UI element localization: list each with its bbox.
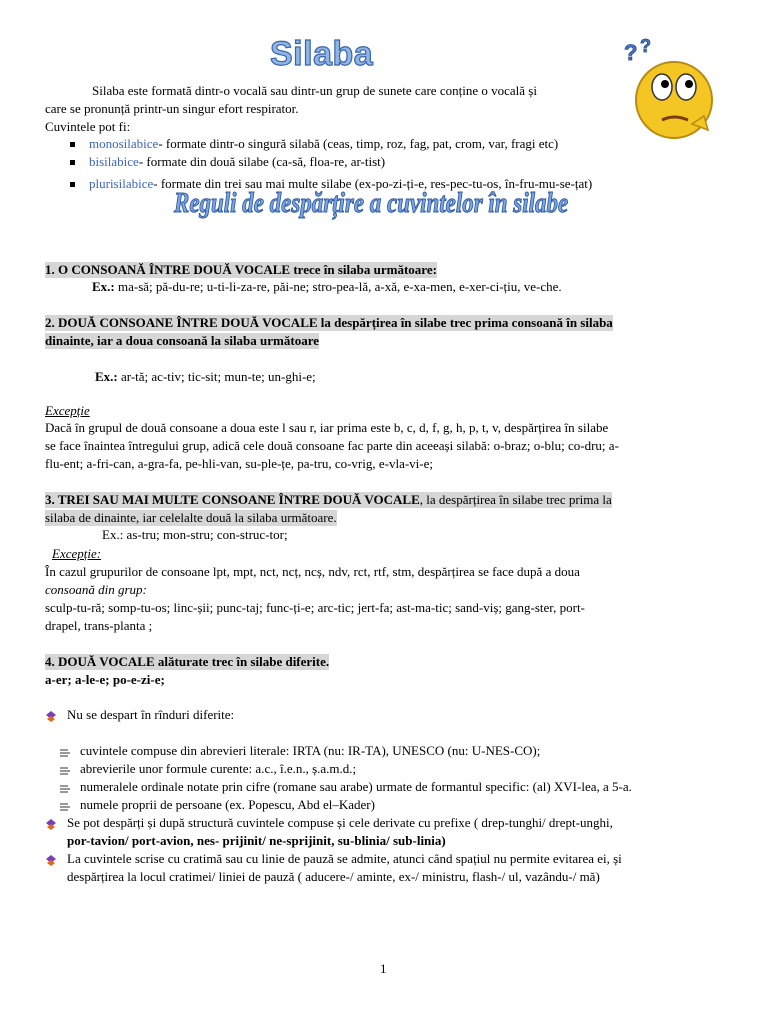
rule3-example: Ex.: as-tru; mon-stru; con-struc-tor; bbox=[102, 527, 288, 542]
list-bullet bbox=[70, 142, 75, 147]
type-desc: - formate din trei sau mai multe silabe (ex-po-zi-ți-e, res-pec-tu-os, în-fru-mu-se-țat) bbox=[153, 176, 593, 191]
sub-bullet-icon bbox=[60, 803, 70, 811]
rule2-exception-line-2: se face înaintea întregului grup, adică cele două consoane fac parte din aceeași silabă: o-braz; o-blu; co-dru; a- bbox=[45, 438, 619, 453]
rule2-heading-2: dinainte, iar a doua consoană la silaba următoare bbox=[45, 333, 319, 348]
rule4-example: a-er; a-le-e; po-e-zi-e; bbox=[45, 672, 165, 687]
note-3-line-2: despărțirea la locul cratimei/ liniei de pauză ( aducere-/ aminte, ex-/ ministru, flash-/ ul, vazându-/ mă) bbox=[67, 869, 600, 884]
list-item bbox=[89, 154, 385, 170]
rule2-example-text: ar-tă; ac-tiv; tic-sit; mun-te; un-ghi-e; bbox=[117, 369, 316, 384]
rule3-exception-label: Excepție: bbox=[52, 546, 102, 561]
sub-note-1: cuvintele compuse din abrevieri literale: IRTA (nu: IR-TA), UNESCO (nu: U-NES-CO); bbox=[80, 743, 541, 758]
rule3-exception-line-1: În cazul grupurilor de consoane lpt, mpt, nct, ncț, ncș, ndv, rct, rtf, stm, despărțirea se face după a doua bbox=[45, 564, 580, 579]
question-smiley-icon bbox=[612, 32, 722, 142]
rule2-exception-line-3: flu-ent; a-fri-can, a-gra-fa, pe-hli-van, su-ple-țe, pa-tru, co-vrig, e-vla-vi-e; bbox=[45, 456, 433, 471]
rule3-exception-line-3: sculp-tu-ră; somp-tu-os; linc-șii; punc-taj; func-ți-e; arc-tic; jert-fa; ast-ma-tic; sand-viș; gang-ster, port- bbox=[45, 600, 585, 615]
note-3-line-1: La cuvintele scrise cu cratimă sau cu linie de pauză se admite, atunci când spațiul nu permite evitarea ei, și bbox=[67, 851, 622, 866]
type-term: monosilabice bbox=[89, 136, 159, 151]
type-desc: - formate dintr-o singură silabă (ceas, timp, roz, fag, pat, crom, var, fragi etc) bbox=[158, 136, 559, 151]
svg-text:?: ? bbox=[624, 40, 638, 65]
intro-line-3: Cuvintele pot fi: bbox=[45, 119, 131, 134]
bullet-arrow-icon bbox=[45, 818, 57, 830]
bullet-arrow-icon bbox=[45, 854, 57, 866]
sub-bullet-icon bbox=[60, 767, 70, 775]
rule2-example bbox=[95, 369, 316, 385]
page-title: Silaba bbox=[270, 35, 374, 73]
rule1-example-text: ma-să; pă-du-re; u-ti-li-za-re, păi-ne; stro-pea-lă, a-xă, e-xa-men, e-xer-ci-țiu, ve-che. bbox=[114, 279, 562, 294]
intro-line-2: care se pronunță printr-un singur efort respirator. bbox=[45, 101, 299, 116]
rule3-heading-bold: 3. TREI SAU MAI MULTE CONSOANE ÎNTRE DOUĂ VOCALE bbox=[45, 492, 420, 507]
rule2-heading-rest: la despărțirea în silabe trec prima consoană în silaba bbox=[317, 315, 613, 330]
rule1-heading-bold: 1. O CONSOANĂ ÎNTRE DOUĂ VOCALE bbox=[45, 262, 291, 277]
rule1-heading-rest: trece în silaba următoare: bbox=[290, 262, 437, 277]
rule3-exception-line-4: drapel, trans-planta ; bbox=[45, 618, 153, 633]
list-bullet bbox=[70, 182, 75, 187]
sub-note-3: numeralele ordinale notate prin cifre (romane sau arabe) urmate de formantul specific: (al) XVI-lea, a 5-a. bbox=[80, 779, 632, 794]
type-term: plurisilabice bbox=[89, 176, 154, 191]
rule3-exception-line-2: consoană din grup: bbox=[45, 582, 147, 597]
sub-note-2: abrevierile unor formule curente: a.c., î.e.n., ș.a.m.d.; bbox=[80, 761, 357, 776]
rule1-example bbox=[92, 279, 562, 295]
rule2-heading-1 bbox=[45, 315, 613, 331]
rule2-heading-bold: 2. DOUĂ CONSOANE ÎNTRE DOUĂ VOCALE bbox=[45, 315, 318, 330]
sub-bullet-icon bbox=[60, 749, 70, 757]
rule2-exception-line-1: Dacă în grupul de două consoane a doua este l sau r, iar prima este b, c, d, f, g, h, p, t, v, despărțirea în silabe bbox=[45, 420, 609, 435]
type-term: bisilabice bbox=[89, 154, 139, 169]
type-desc: - formate din două silabe (ca-să, floa-re, ar-tist) bbox=[138, 154, 386, 169]
rule2-exception-label: Excepție bbox=[45, 403, 90, 418]
rule3-heading-1 bbox=[45, 492, 612, 508]
sub-bullet-icon bbox=[60, 785, 70, 793]
ex-label: Ex.: bbox=[95, 369, 118, 384]
rule4-heading: 4. DOUĂ VOCALE alăturate trec în silabe diferite. bbox=[45, 654, 330, 669]
note-2-line-2: por-tavion/ port-avion, nes- prijinit/ ne-sprijinit, su-blinia/ sub-linia) bbox=[67, 833, 446, 848]
svg-text:?: ? bbox=[640, 36, 651, 56]
section-subtitle: Reguli de despărțire a cuvintelor în silabe bbox=[174, 188, 569, 219]
list-bullet bbox=[70, 160, 75, 165]
ex-label: Ex.: bbox=[92, 279, 115, 294]
intro-line-1: Silaba este formată dintr-o vocală sau dintr-un grup de sunete care conține o vocală și bbox=[92, 83, 537, 98]
list-item bbox=[89, 136, 558, 152]
rule3-heading-rest: , la despărțirea în silabe trec prima la bbox=[419, 492, 612, 507]
note-1: Nu se despart în rînduri diferite: bbox=[67, 707, 235, 722]
bullet-arrow-icon bbox=[45, 710, 57, 722]
note-2-line-1: Se pot despărți și după structură cuvintele compuse și cele derivate cu prefixe ( drep-tunghi/ drept-unghi, bbox=[67, 815, 613, 830]
rule3-heading-2: silaba de dinainte, iar celelalte două la silaba următoare. bbox=[45, 510, 337, 525]
page-number: 1 bbox=[380, 961, 387, 976]
rule1-heading bbox=[45, 262, 437, 278]
sub-note-4: numele proprii de persoane (ex. Popescu, Abd el–Kader) bbox=[80, 797, 375, 812]
